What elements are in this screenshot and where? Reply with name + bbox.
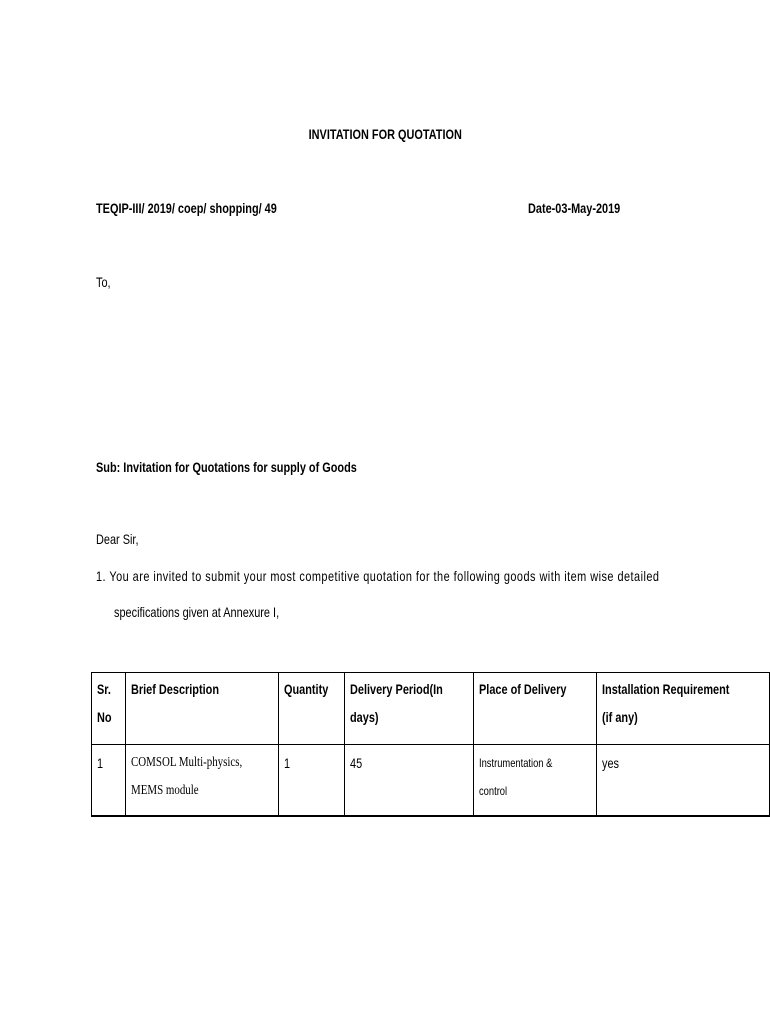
cell-delivery-period: 45: [345, 745, 474, 817]
salutation: Dear Sir,: [96, 531, 139, 547]
cell-sr-no: 1: [92, 745, 126, 817]
table-row: [92, 745, 770, 817]
table-header-row: [92, 673, 770, 745]
header-place-of-delivery: Place of Delivery: [474, 673, 596, 745]
cell-description: COMSOL Multi-physics, MEMS module: [126, 745, 279, 817]
cell-quantity: 1: [278, 745, 345, 817]
cell-installation: yes: [596, 745, 769, 817]
paragraph-1-line-1: 1. You are invited to submit your most competitive quotation for the following goods with item wise detailed: [96, 568, 660, 584]
reference-number: TEQIP-III/ 2019/ coep/ shopping/ 49: [96, 200, 277, 216]
document-title: INVITATION FOR QUOTATION: [308, 126, 462, 142]
document-date: Date-03-May-2019: [528, 200, 621, 216]
header-sr-no: Sr. No: [92, 673, 126, 745]
subject-line: Sub: Invitation for Quotations for supply of Goods: [96, 459, 357, 475]
header-quantity: Quantity: [278, 673, 345, 745]
header-delivery-period: Delivery Period(In days): [345, 673, 474, 745]
header-description: Brief Description: [126, 673, 279, 745]
addressee-label: To,: [96, 274, 111, 290]
cell-place-of-delivery: Instrumentation & control: [474, 745, 596, 817]
goods-table: [91, 672, 770, 817]
paragraph-1-line-2: specifications given at Annexure I,: [114, 604, 280, 620]
header-installation: Installation Requirement (if any): [596, 673, 769, 745]
